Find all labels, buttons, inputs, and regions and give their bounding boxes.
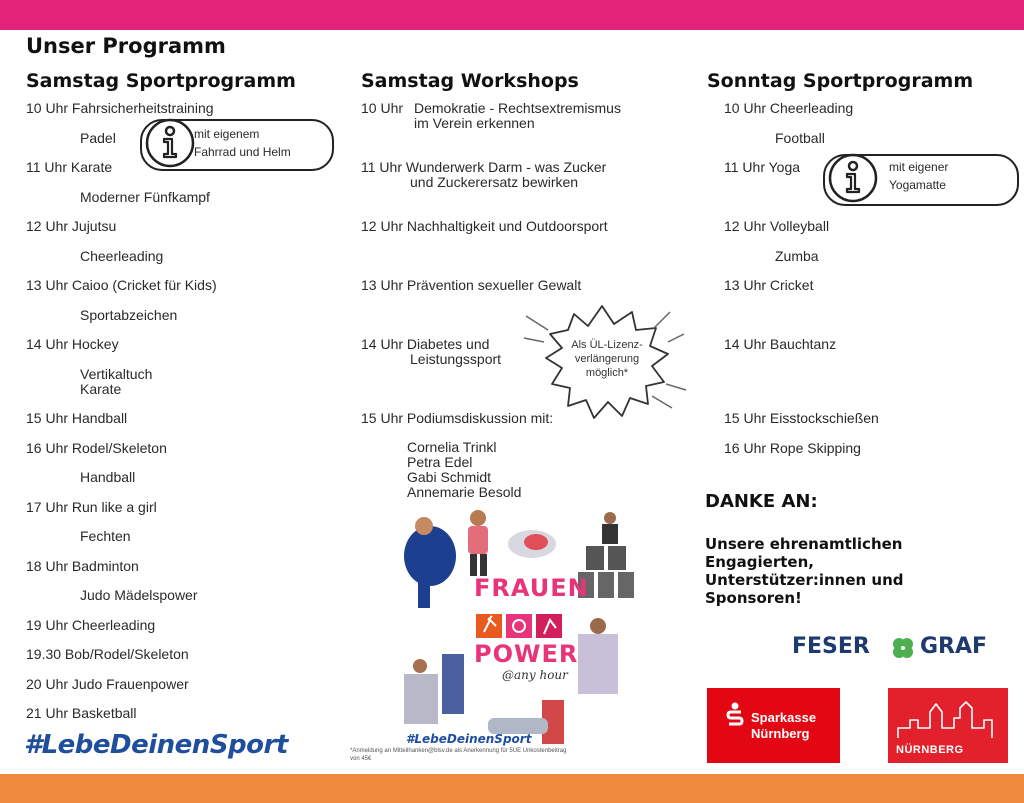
schedule-item: Moderner Fünfkampf	[80, 189, 210, 205]
schedule-item: 16 Uhr Rope Skipping	[724, 440, 861, 456]
schedule-item: 12 Uhr Volleyball	[724, 218, 830, 234]
workshop-item: 14 Uhr Diabetes und	[361, 336, 490, 352]
poster-hashtag: #LebeDeinenSport	[406, 732, 532, 746]
workshop-item: 11 Uhr Wunderwerk Darm - was Zucker	[361, 159, 607, 175]
info-note-line: mit eigenem	[194, 127, 260, 141]
burst-line: Als ÜL-Lizenz-	[571, 339, 643, 351]
workshop-item: 13 Uhr Prävention sexueller Gewalt	[361, 277, 582, 293]
sunday-sports-heading: Sonntag Sportprogramm	[707, 70, 974, 92]
burst-line: verlängerung	[574, 353, 640, 365]
schedule-item: 20 Uhr Judo Frauenpower	[26, 676, 189, 692]
poster-title-power: POWER	[474, 640, 579, 668]
info-icon	[827, 152, 879, 204]
thanks-line: Sponsoren!	[705, 589, 802, 607]
schedule-item: Cheerleading	[80, 248, 164, 264]
schedule-item: 10 Uhr Cheerleading	[724, 100, 854, 116]
athletes-collage	[398, 504, 643, 750]
schedule-item: Handball	[80, 469, 136, 485]
info-note-yoga	[823, 154, 1019, 206]
schedule-item: 21 Uhr Basketball	[26, 705, 137, 721]
schedule-item: 14 Uhr Bauchtanz	[724, 336, 837, 352]
top-color-bar	[0, 0, 1024, 30]
info-icon	[144, 117, 196, 169]
thanks-text	[705, 535, 904, 607]
saturday-sports-heading: Samstag Sportprogramm	[26, 70, 296, 92]
info-note-line: mit eigener	[889, 160, 949, 174]
clover-icon	[890, 635, 916, 661]
bottom-color-bar	[0, 774, 1024, 803]
thanks-line: Unsere ehrenamtlichen	[705, 535, 903, 553]
workshop-title: im Verein erkennen	[414, 115, 535, 131]
schedule-item: 15 Uhr Handball	[26, 410, 128, 426]
saturday-workshops-heading: Samstag Workshops	[361, 70, 579, 92]
schedule-item: 12 Uhr Jujutsu	[26, 218, 117, 234]
schedule-item: 14 Uhr Hockey	[26, 336, 119, 352]
burst-line: möglich*	[585, 367, 629, 379]
info-note-line: Fahrrad und Helm	[194, 145, 291, 159]
info-note-bike	[140, 119, 334, 171]
schedule-item: 17 Uhr Run like a girl	[26, 499, 157, 515]
panel-member: Gabi Schmidt	[407, 469, 492, 485]
thanks-heading: DANKE AN:	[705, 491, 818, 512]
workshop-item: Leistungssport	[410, 351, 502, 367]
schedule-item: Fechten	[80, 528, 131, 544]
frauen-power-poster	[398, 504, 643, 750]
thanks-line: Unterstützer:innen und	[705, 571, 904, 589]
schedule-item: Vertikaltuch	[80, 366, 153, 382]
schedule-item: Karate	[80, 381, 122, 397]
schedule-item: 11 Uhr Karate	[26, 159, 113, 175]
schedule-item: Sportabzeichen	[80, 307, 178, 323]
poster-title-frauen: FRAUEN	[474, 574, 589, 602]
panel-member: Cornelia Trinkl	[407, 439, 497, 455]
sparkasse-line: Nürnberg	[751, 726, 810, 741]
page-title: Unser Programm	[26, 34, 226, 58]
schedule-item: Padel	[80, 130, 116, 146]
feser-text: FESER	[792, 634, 870, 659]
sparkasse-name	[751, 710, 816, 742]
poster-tagline: @any hour	[502, 668, 568, 682]
sparkasse-s-icon	[725, 702, 745, 728]
panel-member: Petra Edel	[407, 454, 473, 470]
graf-text: GRAF	[920, 634, 988, 659]
schedule-item: 19.30 Bob/Rodel/Skeleton	[26, 646, 189, 662]
footnote-line: *Anmeldung an Mitteilhanken@blsv.de als Anerkennung für 5UE Unkostenbeitrag	[350, 748, 567, 754]
schedule-item: Zumba	[775, 248, 819, 264]
workshop-item: und Zuckerersatz bewirken	[410, 174, 579, 190]
schedule-item: 19 Uhr Cheerleading	[26, 617, 156, 633]
footnote-line: von 45€	[350, 756, 372, 762]
schedule-item: 18 Uhr Badminton	[26, 558, 139, 574]
workshop-time: 10 Uhr	[361, 100, 404, 116]
feser-graf-logo	[792, 632, 1004, 664]
schedule-item: 13 Uhr Cricket	[724, 277, 814, 293]
castle-skyline-icon	[896, 698, 1000, 740]
hashtag-logo: #LebeDeinenSport	[24, 730, 288, 760]
sparkasse-line: Sparkasse	[751, 710, 817, 725]
schedule-item: 15 Uhr Eisstockschießen	[724, 410, 879, 426]
workshop-title: Demokratie - Rechtsextremismus	[414, 100, 621, 116]
footnote	[350, 747, 690, 763]
schedule-item: 13 Uhr Caioo (Cricket für Kids)	[26, 277, 217, 293]
schedule-item: 11 Uhr Yoga	[724, 159, 801, 175]
sparkasse-logo	[707, 688, 840, 763]
nuernberg-logo	[888, 688, 1008, 763]
schedule-item: 16 Uhr Rodel/Skeleton	[26, 440, 167, 456]
workshop-item: 15 Uhr Podiumsdiskussion mit:	[361, 410, 554, 426]
schedule-item: Judo Mädelspower	[80, 587, 198, 603]
schedule-item: 10 Uhr Fahrsicherheitstraining	[26, 100, 214, 116]
info-note-line: Yogamatte	[889, 178, 946, 192]
nuernberg-text: NÜRNBERG	[896, 744, 964, 756]
panel-list	[407, 440, 521, 500]
thanks-line: Engagierten,	[705, 553, 814, 571]
schedule-item: Football	[775, 130, 825, 146]
workshop-item: 12 Uhr Nachhaltigkeit und Outdoorsport	[361, 218, 608, 234]
panel-member: Annemarie Besold	[407, 484, 522, 500]
